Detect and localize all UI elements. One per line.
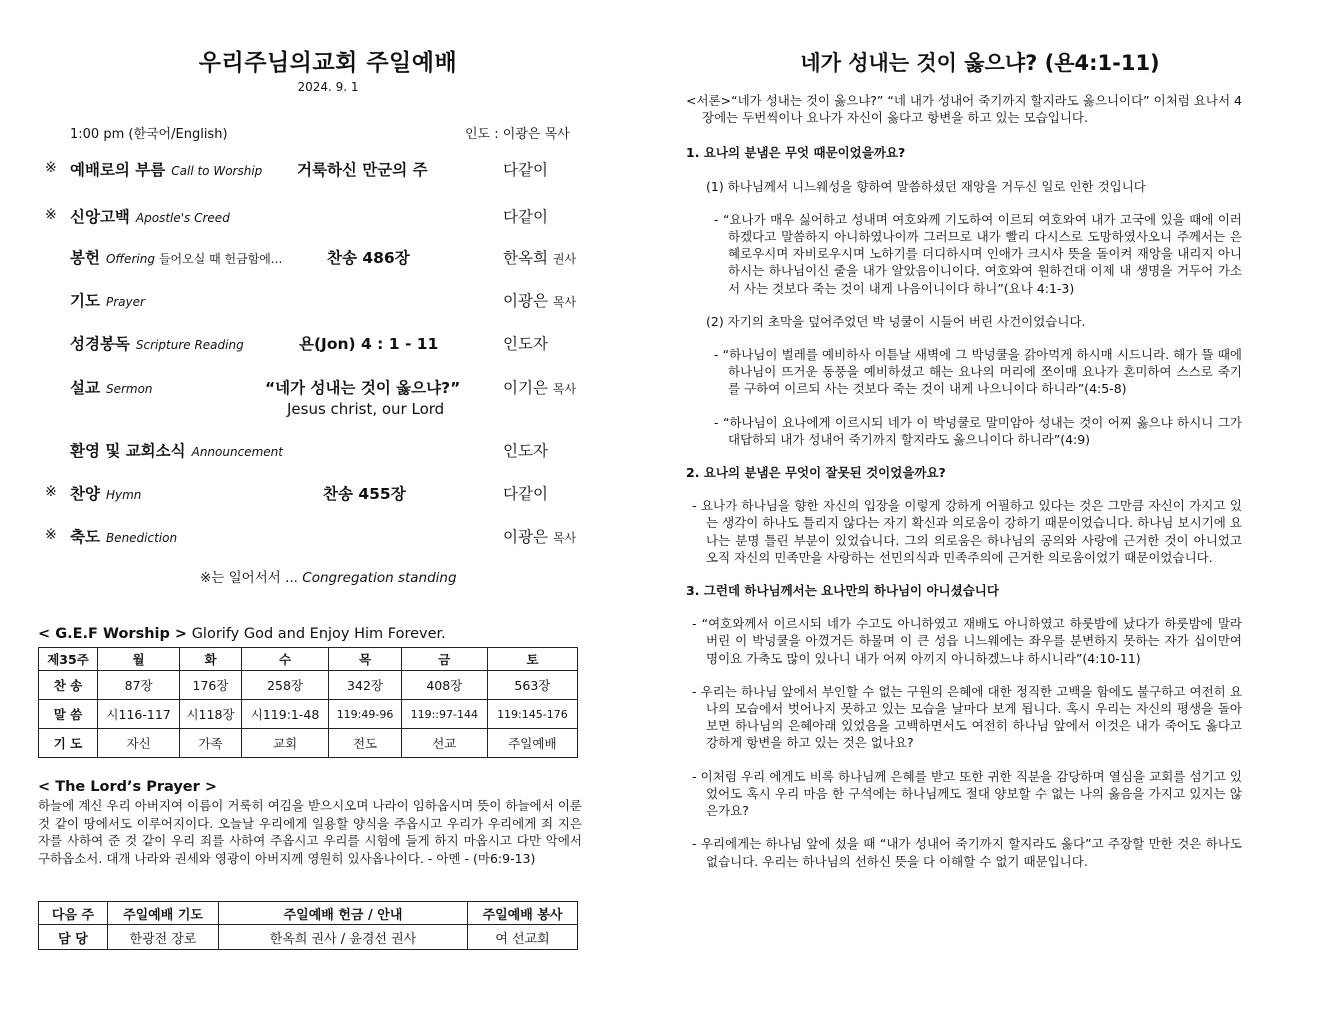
scripture-quote: - “요나가 매우 싫어하고 성내며 여호와께 기도하여 이르되 여호와여 내가 고국에 있을 때에 이러하겠다고 말씀하지 아니하였나이까 그러므로 내가 빨리 다시스로 도망하였사오니 주께서는 은혜로우시며 자비로우시며 노하기를 더디하시며 인애가 크시사 뜻을 돌이켜 재앙을 내리지 아니하시는 하나님이신 줄을 내가 알았음이니이다. 여호와여 원하건대 이제 내 생명을 거두어 가소서 사는 것보다 죽는 것이 내게 나음이니이다 하니”(요나 4:1-3) <box>714 211 1242 296</box>
table-cell: 토 <box>487 648 577 671</box>
order-item-korean: 찬양 <box>70 485 100 503</box>
order-item-korean: 축도 <box>70 528 100 546</box>
table-cell: 담 당 <box>39 925 108 950</box>
order-item-person <box>503 482 548 504</box>
table-cell: 월 <box>98 648 180 671</box>
table-row <box>39 700 578 729</box>
table-cell: 한광전 장로 <box>108 925 219 950</box>
order-item-korean: 예배로의 부름 <box>70 161 166 179</box>
order-item <box>45 482 585 508</box>
table-cell: 교회 <box>241 729 328 758</box>
table-cell: 선교 <box>401 729 487 758</box>
table-cell: 기 도 <box>39 729 98 758</box>
service-leader: 인도 : 이광은 목사 <box>465 127 570 142</box>
order-item-detail: 찬송 486장 <box>327 249 410 267</box>
order-item-person <box>503 289 576 311</box>
order-item-korean: 설교 <box>70 379 100 397</box>
order-item-english: Offering <box>105 252 155 266</box>
table-cell: 수 <box>241 648 328 671</box>
table-cell: 말 씀 <box>39 700 98 729</box>
order-item-detail: 찬송 455장 <box>323 485 406 503</box>
table-cell: 전도 <box>329 729 402 758</box>
sermon-title: 네가 성내는 것이 옳으냐? (욘4:1-11) <box>800 51 1160 75</box>
section-heading-2: 2. 요나의 분냄은 무엇이 잘못된 것이었을까요? <box>686 465 946 481</box>
order-item-english: Announcement <box>191 445 283 459</box>
order-item-person <box>503 332 548 354</box>
order-item-detail: “네가 성내는 것이 옳으냐?” <box>265 379 461 397</box>
person-name: 이광은 <box>503 528 548 546</box>
table-cell: 258장 <box>241 671 328 700</box>
table-cell: 여 선교회 <box>468 925 578 950</box>
service-time: 1:00 pm (한국어/English) <box>70 127 228 142</box>
table-cell: 제35주 <box>39 648 98 671</box>
section-heading-3: 3. 그런데 하나님께서는 요나만의 하나님이 아니셨습니다 <box>686 583 999 599</box>
person-name: 이기은 <box>503 379 548 397</box>
table-cell: 금 <box>401 648 487 671</box>
standing-mark: ※ <box>45 160 57 176</box>
scripture-quote: - “하나님이 벌레를 예비하사 이튿날 새벽에 그 박넝쿨을 갉아먹게 하시매 시드니라. 해가 뜰 때에 하나님이 뜨거운 동풍을 예비하셨고 해는 요나의 머리에 쪼이매 요나가 혼미하여 스스로 죽기를 구하여 이르되 사는 것보다 죽는 것이 내게 나으니이다 하니라”(4:5-8) <box>714 347 1242 397</box>
duty-table <box>38 901 578 950</box>
order-item <box>45 246 585 272</box>
order-item <box>45 205 585 231</box>
order-item <box>45 289 585 315</box>
order-item-title <box>70 332 244 354</box>
table-cell: 119::97-144 <box>401 700 487 729</box>
order-item-english: Prayer <box>105 295 145 309</box>
scripture-quote: - “여호와께서 이르시되 네가 수고도 아니하였고 재배도 아니하였고 하룻밤에 났다가 하룻밤에 말라 버린 이 박넝쿨을 아꼈거든 하물며 이 큰 성읍 니느웨에는 좌우를 분변하지 못하는 자가 십이만여 명이요 가축도 많이 있나니 내가 어찌 아끼지 아니하겠느냐 하시니라”(4:10-11) <box>692 616 1242 666</box>
table-cell: 목 <box>329 648 402 671</box>
order-item-english: Apostle's Creed <box>135 211 230 225</box>
order-item-title <box>70 289 145 311</box>
lords-prayer-title: < The Lord’s Prayer > <box>38 779 217 795</box>
order-item-korean: 기도 <box>70 292 100 310</box>
person-name: 이광은 <box>503 292 548 310</box>
table-cell: 가족 <box>180 729 242 758</box>
order-item <box>45 332 585 358</box>
person-name: 한옥희 <box>503 249 548 267</box>
section-heading-1: 1. 요나의 분냄은 무엇 때문이었을까요? <box>686 145 906 161</box>
gef-worship-heading: < G.E.F Worship > Glorify God and Enjoy Him Forever. <box>38 626 446 642</box>
order-item-title <box>70 246 282 268</box>
section-paragraph: - 이처럼 우리 에게도 비록 하나님께 은혜를 받고 또한 귀한 직분을 감당하며 열심을 교회를 섬기고 있었어도 혹시 우리 마음 한 구석에는 하나님께도 절대 양보할 수 없는 나의 옳음을 가지고 있지는 않은가요? <box>692 768 1242 819</box>
order-item-korean: 성경봉독 <box>70 335 130 353</box>
standing-mark: ※ <box>45 527 57 543</box>
order-item <box>45 439 585 465</box>
table-row <box>39 729 578 758</box>
order-item-person <box>503 205 548 227</box>
table-cell: 342장 <box>329 671 402 700</box>
order-item-title <box>70 376 153 398</box>
table-cell: 시116-117 <box>98 700 180 729</box>
order-item <box>45 376 585 418</box>
table-cell: 다음 주 <box>39 902 108 925</box>
order-item-english: Benediction <box>105 531 178 545</box>
order-item-person <box>503 246 576 268</box>
person-title: 목사 <box>552 382 577 396</box>
lords-prayer-text: 하늘에 계신 우리 아버지여 이름이 거룩히 여김을 받으시오며 나라이 임하옵시며 뜻이 하늘에서 이룬 것 같이 땅에서도 이루어지이다. 오늘날 우리에게 일용할 양식을 주옵시고 우리가 우리에게 죄 지은 자를 사하여 준 것 같이 우리 죄를 사하여 주옵시고 우리를 시험에 들게 하지 마옵시고 다만 악에서 구하옵소서. 대개 나라와 권세와 영광이 아버지께 영원히 있사옵나이다. - 아멘 - (마6:9-13) <box>38 798 582 866</box>
person-name: 다같이 <box>503 208 548 226</box>
order-item-person <box>503 376 576 398</box>
table-cell: 주일예배 헌금 / 안내 <box>219 902 468 925</box>
order-item-english: Call to Worship <box>171 164 263 178</box>
order-item-note: 들어오실 때 헌금함에... <box>158 252 283 266</box>
standing-note: ※는 일어서서 ... Congregation standing <box>200 570 457 586</box>
section-paragraph: - 우리는 하나님 앞에서 부인할 수 없는 구원의 은혜에 대한 정직한 고백을 함에도 불구하고 여전히 요나의 모습에서 벗어나지 못하고 있는 모습을 날마다 보게 됩니다. 혹시 우리는 자신의 평생을 돌아보면 하나님의 은혜아래 있었음을 고백하면서도 여전히 하나님 앞에서 이것은 내가 죽어도 옳다고 강하게 항변을 하고 있는 것은 없나요? <box>692 683 1242 751</box>
person-title: 목사 <box>552 531 577 545</box>
person-name: 인도자 <box>503 442 548 460</box>
order-item <box>45 525 585 551</box>
person-name: 인도자 <box>503 335 548 353</box>
person-name: 다같이 <box>503 161 548 179</box>
person-name: 다같이 <box>503 485 548 503</box>
scripture-quote: - “하나님이 요나에게 이르시되 네가 이 박넝쿨로 말미암아 성내는 것이 어찌 옳으냐 하시니 그가 대답하되 내가 성내어 죽기까지 할지라도 옳으니이다 하니라”(4:9) <box>714 414 1242 447</box>
person-title: 목사 <box>552 295 577 309</box>
sermon-outline <box>686 92 1242 886</box>
sermon-subtitle: Jesus christ, our Lord <box>287 400 445 418</box>
section-paragraph: - 우리에게는 하나님 앞에 섰을 때 “내가 성내어 죽기까지 할지라도 옳다”고 주장할 만한 것은 하나도 없습니다. 우리는 하나님의 선하신 뜻을 다 이해할 수 없기 때문입니다. <box>692 836 1242 869</box>
section-paragraph: - 요나가 하나님을 향한 자신의 입장을 이렇게 강하게 어필하고 있다는 것은 그만큼 자신이 가지고 있는 생각이 하나도 틀리지 않다는 자기 확신과 의로움이 강하기 때문이었습니다. 하나님 보시기에 요나는 분명 틀린 부분이 있었습니다. 그의 의로움은 하나님의 공의와 사랑에 근거한 것이 아니었고 오직 자신의 민족만을 사랑하는 선민의식과 민족주의에 근거한 의로움이었기 때문이었습니다. <box>692 498 1242 565</box>
table-cell: 주일예배 봉사 <box>468 902 578 925</box>
gef-schedule-table <box>38 647 578 758</box>
order-item-person <box>503 525 576 547</box>
order-item-english: Scripture Reading <box>135 338 244 352</box>
table-cell: 119:145-176 <box>487 700 577 729</box>
table-cell: 주일예배 기도 <box>108 902 219 925</box>
order-item <box>45 158 585 184</box>
order-item-korean: 신앙고백 <box>70 208 130 226</box>
table-cell: 563장 <box>487 671 577 700</box>
order-item-detail: 욘(Jon) 4 : 1 - 11 <box>299 335 439 353</box>
standing-mark: ※ <box>45 484 57 500</box>
person-title: 권사 <box>552 252 577 266</box>
table-row <box>39 925 578 950</box>
order-item-title <box>70 205 230 227</box>
order-item-person <box>503 439 548 461</box>
subpoint-1-1: (1) 하나님께서 니느웨성을 향하여 말씀하셨던 재앙을 거두신 일로 인한 것입니다 <box>706 178 1146 194</box>
table-cell: 화 <box>180 648 242 671</box>
table-cell: 119:49-96 <box>329 700 402 729</box>
order-item-person <box>503 158 548 180</box>
sermon-intro: <서론>“네가 성내는 것이 옳으냐?” “네 내가 성내어 죽기까지 할지라도 옳으니이다” 이처럼 요나서 4장에는 두번씩이나 요나가 자신이 옳다고 항변을 하고 있는 모습입니다. <box>686 93 1242 126</box>
table-cell: 한옥희 권사 / 윤경선 권사 <box>219 925 468 950</box>
table-row <box>39 671 578 700</box>
order-item-korean: 봉헌 <box>70 249 100 267</box>
standing-mark: ※ <box>45 207 57 223</box>
table-cell: 시119:1-48 <box>241 700 328 729</box>
order-item-english: Sermon <box>105 382 153 396</box>
table-row <box>39 902 578 925</box>
table-cell: 찬 송 <box>39 671 98 700</box>
bulletin-date: 2024. 9. 1 <box>297 80 359 94</box>
order-item-korean: 환영 및 교회소식 <box>70 442 186 460</box>
order-item-title <box>70 158 262 180</box>
table-cell: 주일예배 <box>487 729 577 758</box>
table-cell: 시118장 <box>180 700 242 729</box>
table-row <box>39 648 578 671</box>
table-cell: 87장 <box>98 671 180 700</box>
table-cell: 자신 <box>98 729 180 758</box>
order-item-title <box>70 439 283 461</box>
order-item-detail: 거룩하신 만군의 주 <box>297 161 428 179</box>
order-item-title <box>70 482 141 504</box>
table-cell: 408장 <box>401 671 487 700</box>
table-cell: 176장 <box>180 671 242 700</box>
subpoint-1-2: (2) 자기의 초막을 덮어주었던 박 넝쿨이 시들어 버린 사건이었습니다. <box>706 313 1086 329</box>
order-item-english: Hymn <box>105 488 142 502</box>
bulletin-title: 우리주님의교회 주일예배 <box>198 50 458 76</box>
order-item-title <box>70 525 177 547</box>
